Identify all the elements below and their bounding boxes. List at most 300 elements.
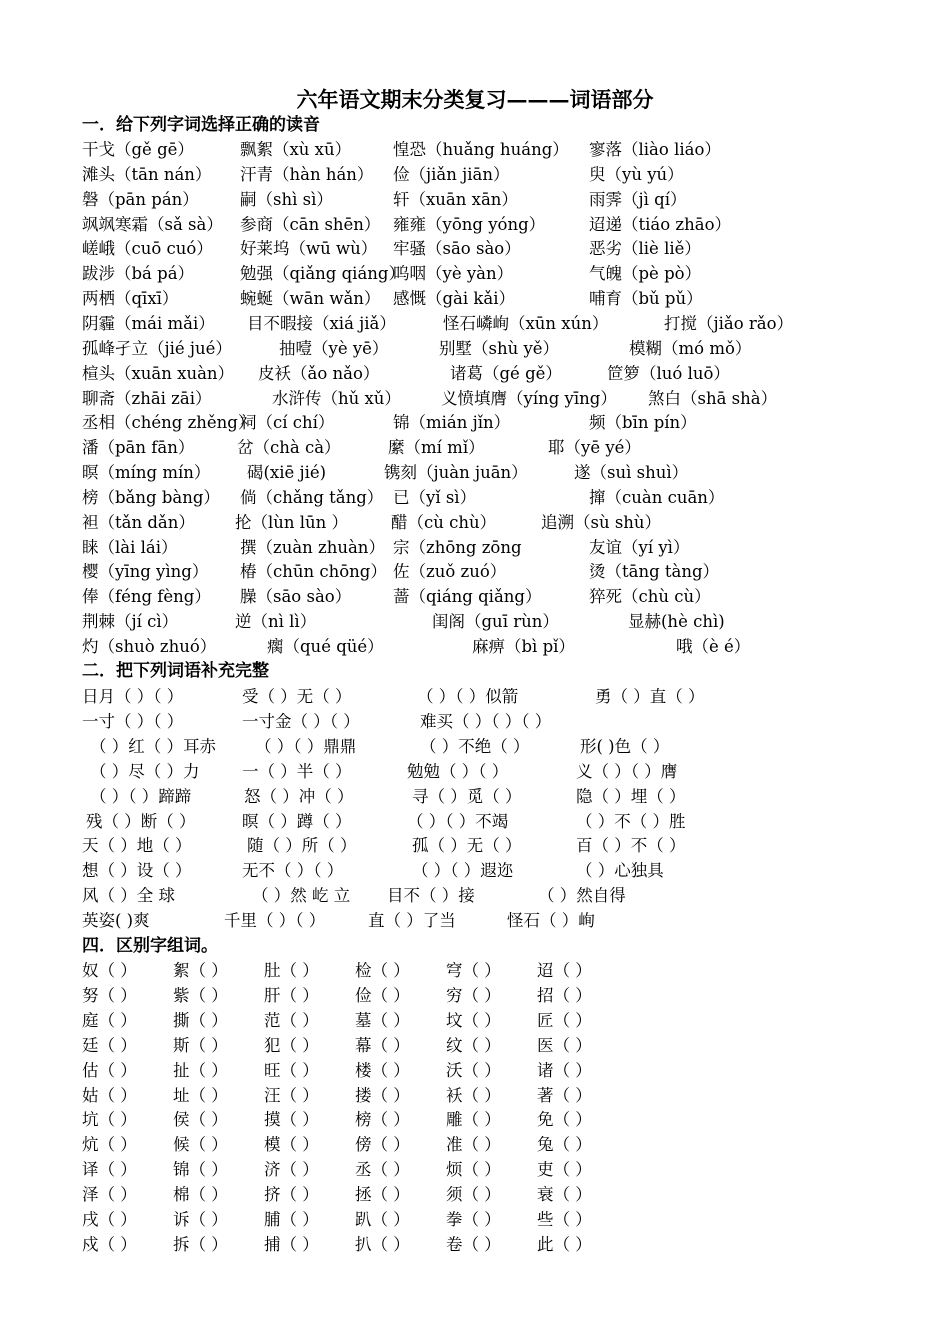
pinyin-row	[82, 460, 922, 485]
character-cell[interactable]	[355, 1232, 410, 1257]
word-blank[interactable]: （ ）	[280, 961, 319, 980]
pinyin-item: 遂（suì shuì）	[574, 463, 689, 483]
idiom-blank[interactable]: 怪石（ ）峋	[507, 911, 595, 931]
pinyin-item: 撺（cuàn cuān）	[589, 487, 725, 507]
word-blank[interactable]: （ ）	[280, 1185, 319, 1205]
character: 侯	[173, 1110, 190, 1130]
character-cell[interactable]	[446, 1232, 501, 1257]
pinyin-item: 椿（chūn chōng）	[240, 562, 387, 582]
character-cell[interactable]	[355, 1132, 410, 1157]
character-cell[interactable]	[355, 1182, 410, 1207]
character: 汪	[264, 1085, 281, 1105]
character-row	[82, 1232, 642, 1257]
word-blank[interactable]: （ ）	[280, 1010, 319, 1030]
character-cell[interactable]	[446, 1033, 501, 1058]
pinyin-item: 撰（zuàn zhuàn）	[240, 537, 385, 557]
pinyin-item: 镌刻（juàn juān）	[384, 463, 528, 483]
word-blank[interactable]: （ ）	[280, 1085, 319, 1105]
pinyin-item: 友谊（yí yì）	[589, 537, 690, 557]
pinyin-item: 倘（chǎng tǎng）	[240, 487, 384, 507]
word-blank[interactable]: （ ）	[98, 1035, 137, 1055]
pinyin-item: 干戈（gě gē）	[82, 140, 194, 159]
word-blank[interactable]: （ ）	[462, 1110, 501, 1130]
character-cell[interactable]	[537, 1033, 592, 1058]
word-blank[interactable]: （ ）	[98, 1110, 137, 1130]
word-blank[interactable]: （ ）	[553, 985, 592, 1005]
character-cell[interactable]	[446, 1058, 501, 1083]
character-cell[interactable]	[264, 1107, 319, 1132]
idiom-blank[interactable]: 受（ ）无（ ）	[242, 687, 352, 706]
pinyin-item: 跋涉（bá pá）	[82, 264, 195, 284]
idiom-blank[interactable]: 义（ ）（ ）膺	[576, 761, 678, 781]
character: 坑	[82, 1110, 99, 1130]
character-cell[interactable]	[82, 1083, 137, 1108]
idiom-blank[interactable]: （ ）心独具	[576, 861, 664, 881]
word-blank[interactable]: （ ）	[371, 985, 410, 1005]
word-blank[interactable]: （ ）	[98, 1135, 137, 1155]
character: 戍	[82, 1234, 99, 1254]
idiom-blank[interactable]: 无不（ ）（ ）	[242, 861, 344, 881]
character: 医	[537, 1035, 554, 1055]
pinyin-item: 哺育（bǔ pǔ）	[589, 289, 703, 309]
pinyin-item: 好莱坞（wū wù）	[240, 239, 378, 259]
character-cell[interactable]	[355, 1058, 410, 1083]
word-blank[interactable]: （ ）	[553, 1110, 592, 1130]
idiom-blank[interactable]: （ ）然 屹 立	[252, 886, 351, 906]
character-cell[interactable]	[264, 1132, 319, 1157]
character-cell[interactable]	[446, 1107, 501, 1132]
character-cell[interactable]	[355, 1107, 410, 1132]
pinyin-item: 丞相（chéng zhěng）	[82, 413, 255, 433]
character-cell[interactable]	[173, 1182, 228, 1207]
pinyin-item: 灼（shuò zhuó）	[82, 637, 217, 656]
idiom-blank[interactable]: 勉勉（ ）（ ）	[407, 761, 509, 781]
character-cell[interactable]	[355, 958, 410, 983]
character-cell[interactable]	[537, 1107, 592, 1132]
pinyin-row	[82, 510, 922, 535]
pinyin-row	[82, 286, 922, 311]
pinyin-item: 蔷（qiáng qiǎng）	[393, 587, 542, 607]
word-blank[interactable]: （ ）	[371, 1210, 410, 1229]
idiom-blank[interactable]: 目不（ ）接	[387, 886, 475, 906]
fill-in-row	[82, 734, 922, 759]
idiom-blank[interactable]: 英姿( )爽	[82, 911, 150, 931]
character-cell[interactable]	[173, 1107, 228, 1132]
word-blank[interactable]: （ ）	[371, 1060, 410, 1080]
word-blank[interactable]: （ ）	[553, 1234, 592, 1254]
pinyin-item: 参商（cān shēn）	[240, 214, 381, 234]
idiom-blank[interactable]: （ ）（ ）遐迩	[412, 861, 514, 881]
word-blank[interactable]: （ ）	[462, 1010, 501, 1030]
word-blank[interactable]: （ ）	[371, 1035, 410, 1055]
character: 诸	[537, 1060, 554, 1080]
word-blank[interactable]: （ ）	[98, 1185, 137, 1205]
character-cell[interactable]	[537, 1232, 592, 1257]
character: 址	[173, 1085, 190, 1105]
pinyin-item: 磐（pān pán）	[82, 189, 199, 209]
character: 炕	[82, 1135, 99, 1155]
word-blank[interactable]: （ ）	[280, 1160, 319, 1180]
character-row	[82, 1132, 642, 1157]
word-blank[interactable]: （ ）	[280, 985, 319, 1005]
character-cell[interactable]	[82, 1132, 137, 1157]
character-cell[interactable]	[173, 1232, 228, 1257]
pinyin-item: 臾（yù yú）	[589, 164, 684, 184]
character-cell[interactable]	[446, 958, 501, 983]
word-blank[interactable]: （ ）	[462, 1035, 501, 1055]
pinyin-item: 荆棘（jí cì）	[82, 612, 179, 632]
character: 犯	[264, 1035, 281, 1055]
character-cell[interactable]	[173, 958, 228, 983]
pinyin-item: 烫（tāng tàng）	[589, 562, 720, 582]
word-blank[interactable]: （ ）	[98, 1060, 137, 1080]
pinyin-item: 雍雍（yōng yóng）	[393, 214, 546, 234]
pinyin-item: 目不暇接（xiá jiǎ）	[247, 313, 396, 333]
word-blank[interactable]: （ ）	[371, 961, 410, 980]
pinyin-row	[82, 361, 922, 386]
fill-in-row	[82, 784, 922, 809]
character-cell[interactable]	[173, 1157, 228, 1182]
character-row	[82, 1182, 642, 1207]
pinyin-row	[82, 336, 922, 361]
idiom-blank[interactable]: 一寸（ ）（ ）	[82, 711, 184, 731]
character-cell[interactable]	[173, 1008, 228, 1033]
pinyin-item: 别墅（shù yě）	[439, 338, 560, 358]
character: 楼	[355, 1060, 372, 1080]
pinyin-item: 抽噎（yè yē）	[279, 338, 389, 358]
character-cell[interactable]	[264, 1157, 319, 1182]
pinyin-item: 打搅（jiǎo rǎo）	[664, 313, 794, 333]
idiom-blank[interactable]: （ ）（ ）鼎鼎	[255, 736, 357, 756]
character-cell[interactable]	[446, 1157, 501, 1182]
character-cell[interactable]	[446, 983, 501, 1008]
character-cell[interactable]	[537, 1157, 592, 1182]
pinyin-item: 皮袄（ǎo nǎo）	[258, 363, 380, 383]
fill-in-row	[82, 858, 922, 883]
word-blank[interactable]: （ ）	[280, 1060, 319, 1080]
character-cell[interactable]	[264, 1207, 319, 1232]
character: 摸	[264, 1110, 281, 1130]
word-blank[interactable]: （ ）	[462, 1135, 501, 1155]
character: 吏	[537, 1160, 554, 1180]
character: 衰	[537, 1185, 554, 1205]
word-blank[interactable]: （ ）	[98, 1234, 137, 1254]
pinyin-item: 滩头（tān nán）	[82, 164, 212, 184]
character-cell[interactable]	[173, 983, 228, 1008]
character-cell[interactable]	[537, 1083, 592, 1108]
character-cell[interactable]	[355, 1083, 410, 1108]
character-cell[interactable]	[264, 1033, 319, 1058]
character-row	[82, 1107, 642, 1132]
pinyin-item: 寥落（liào liáo）	[589, 140, 721, 159]
character: 估	[82, 1060, 99, 1080]
character-cell[interactable]	[82, 1033, 137, 1058]
word-blank[interactable]: （ ）	[553, 961, 592, 980]
idiom-blank[interactable]: （ ）红（ ）耳赤	[90, 736, 216, 756]
word-blank[interactable]: （ ）	[280, 1135, 319, 1155]
character: 坟	[446, 1010, 463, 1030]
character-cell[interactable]	[173, 1033, 228, 1058]
character-row	[82, 1207, 642, 1232]
word-blank[interactable]: （ ）	[189, 1060, 228, 1080]
character: 诉	[173, 1210, 190, 1229]
word-blank[interactable]: （ ）	[189, 1160, 228, 1180]
word-blank[interactable]: （ ）	[553, 1010, 592, 1030]
word-blank[interactable]: （ ）	[189, 1085, 228, 1105]
pinyin-item: 笸箩（luó luō）	[607, 363, 730, 383]
word-blank[interactable]: （ ）	[371, 1185, 410, 1205]
word-blank[interactable]: （ ）	[189, 1035, 228, 1055]
idiom-blank[interactable]: 残（ ）断（ ）	[86, 811, 196, 831]
character-cell[interactable]	[537, 958, 592, 983]
idiom-blank[interactable]: 百（ ）不（ ）	[576, 836, 686, 856]
character-cell[interactable]	[264, 1008, 319, 1033]
character-cell[interactable]	[264, 958, 319, 983]
character-cell[interactable]	[173, 1207, 228, 1232]
idiom-blank[interactable]: 天（ ）地（ ）	[82, 836, 192, 856]
idiom-blank[interactable]: 直（ ）了当	[368, 911, 456, 931]
character: 沃	[446, 1060, 463, 1080]
character-cell[interactable]	[446, 1132, 501, 1157]
pinyin-item: 猝死（chù cù）	[589, 587, 711, 607]
idiom-blank[interactable]: 形( )色（ ）	[580, 736, 670, 756]
idiom-blank[interactable]: （ ）不（ ）胜	[576, 811, 686, 831]
character: 须	[446, 1185, 463, 1205]
character-cell[interactable]	[355, 983, 410, 1008]
pinyin-item: 俸（féng fèng）	[82, 587, 211, 607]
word-blank[interactable]: （ ）	[553, 1185, 592, 1205]
character: 模	[264, 1135, 281, 1155]
idiom-blank[interactable]: 想（ ）设（ ）	[82, 861, 192, 881]
idiom-blank[interactable]: 怒（ ）冲（ ）	[244, 786, 354, 806]
word-blank[interactable]: （ ）	[280, 1110, 319, 1130]
character-cell[interactable]	[82, 1157, 137, 1182]
character: 兔	[537, 1135, 554, 1155]
character: 免	[537, 1110, 554, 1130]
word-blank[interactable]: （ ）	[553, 1085, 592, 1105]
word-blank[interactable]: （ ）	[371, 1135, 410, 1155]
character: 撕	[173, 1010, 190, 1030]
word-blank[interactable]: （ ）	[371, 1110, 410, 1130]
pinyin-item: 逆（nì lì）	[235, 612, 317, 632]
word-blank[interactable]: （ ）	[98, 961, 137, 980]
word-blank[interactable]: （ ）	[462, 1210, 501, 1229]
word-blank[interactable]: （ ）	[189, 1210, 228, 1229]
pinyin-item: 蜿蜒（wān wǎn）	[240, 289, 381, 309]
character: 肚	[264, 961, 281, 980]
word-blank[interactable]: （ ）	[462, 985, 501, 1005]
word-blank[interactable]: （ ）	[189, 1110, 228, 1130]
word-blank[interactable]: （ ）	[280, 1035, 319, 1055]
character-cell[interactable]	[355, 1157, 410, 1182]
character-row	[82, 1008, 642, 1033]
character-cell[interactable]	[537, 983, 592, 1008]
character-row	[82, 1058, 642, 1083]
pinyin-item: 耶（yē yé）	[548, 438, 641, 458]
character-cell[interactable]	[173, 1083, 228, 1108]
character-cell[interactable]	[355, 1033, 410, 1058]
pinyin-item: 水浒传（hǔ xǔ）	[272, 388, 401, 408]
idiom-blank[interactable]: （ ）（ ）似箭	[417, 687, 519, 706]
character: 检	[355, 961, 372, 980]
idiom-blank[interactable]: （ ）然自得	[538, 886, 626, 906]
character-cell[interactable]	[355, 1207, 410, 1232]
word-blank[interactable]: （ ）	[371, 1085, 410, 1105]
word-blank[interactable]: （ ）	[189, 1135, 228, 1155]
pinyin-item: 追溯（sù shù）	[541, 512, 662, 532]
idiom-blank[interactable]: 孤（ ）无（ ）	[412, 836, 522, 856]
character-cell[interactable]	[446, 1083, 501, 1108]
pinyin-row	[82, 609, 922, 634]
character-cell[interactable]	[82, 1182, 137, 1207]
idiom-blank[interactable]: （ ）（ ）蹄蹄	[90, 786, 192, 806]
idiom-blank[interactable]: （ ）尽（ ）力	[90, 761, 200, 781]
character-cell[interactable]	[264, 1083, 319, 1108]
word-blank[interactable]: （ ）	[462, 961, 501, 980]
character: 纹	[446, 1035, 463, 1055]
character: 些	[537, 1210, 554, 1229]
pinyin-item: 诸葛（gé gě）	[450, 363, 562, 383]
character: 拯	[355, 1185, 372, 1205]
pinyin-row	[82, 212, 922, 237]
character-cell[interactable]	[82, 1207, 137, 1232]
character-cell[interactable]	[537, 1008, 592, 1033]
character: 烦	[446, 1160, 463, 1180]
word-blank[interactable]: （ ）	[371, 1010, 410, 1030]
pinyin-item: 碣(xiē jié)	[247, 463, 327, 483]
word-blank[interactable]: （ ）	[553, 1060, 592, 1080]
pinyin-item: 迢递（tiáo zhāo）	[589, 214, 732, 234]
word-blank[interactable]: （ ）	[371, 1234, 410, 1254]
pinyin-item: 怪石嶙峋（xūn xún）	[443, 313, 609, 333]
character: 絮	[173, 961, 190, 980]
character: 范	[264, 1010, 281, 1030]
character: 脯	[264, 1210, 281, 1229]
idiom-blank[interactable]: 一寸金（ ）（ ）	[242, 711, 360, 731]
word-blank[interactable]: （ ）	[98, 1210, 137, 1229]
word-blank[interactable]: （ ）	[553, 1210, 592, 1229]
character: 济	[264, 1160, 281, 1180]
word-blank[interactable]: （ ）	[189, 961, 228, 980]
pinyin-row	[82, 187, 922, 212]
word-blank[interactable]: （ ）	[189, 1234, 228, 1254]
character: 庭	[82, 1010, 99, 1030]
word-blank[interactable]: （ ）	[371, 1160, 410, 1180]
pinyin-row	[82, 137, 922, 162]
word-blank[interactable]: （ ）	[462, 1085, 501, 1105]
idiom-blank[interactable]: （ ）不绝（ ）	[420, 736, 530, 756]
word-blank[interactable]: （ ）	[462, 1160, 501, 1180]
idiom-blank[interactable]: 一（ ）半（ ）	[242, 761, 352, 781]
pinyin-item: 榜（bǎng bàng）	[82, 487, 220, 507]
character: 紫	[173, 985, 190, 1005]
pinyin-item: 祠（cí chí）	[240, 413, 335, 433]
word-blank[interactable]: （ ）	[462, 1185, 501, 1205]
fill-in-row	[82, 809, 922, 834]
character: 姑	[82, 1085, 99, 1105]
character-cell[interactable]	[82, 1232, 137, 1257]
character-cell[interactable]	[264, 1182, 319, 1207]
character: 扯	[173, 1060, 190, 1080]
character-cell[interactable]	[537, 1058, 592, 1083]
character: 袄	[446, 1085, 463, 1105]
character-cell[interactable]	[446, 1207, 501, 1232]
word-blank[interactable]: （ ）	[98, 1160, 137, 1180]
pinyin-item: 频（bīn pín）	[589, 413, 697, 433]
idiom-blank[interactable]: 暝（ ）蹲（ ）	[242, 811, 352, 831]
word-blank[interactable]: （ ）	[280, 1210, 319, 1229]
pinyin-row	[82, 634, 922, 659]
pinyin-row	[82, 311, 922, 336]
character: 匠	[537, 1010, 554, 1030]
pinyin-item: 睐（lài lái）	[82, 537, 178, 557]
character-cell[interactable]	[82, 1058, 137, 1083]
character: 廷	[82, 1035, 99, 1055]
word-blank[interactable]: （ ）	[98, 1010, 137, 1030]
character-row	[82, 1157, 642, 1182]
character-cell[interactable]	[264, 1232, 319, 1257]
character-cell[interactable]	[355, 1008, 410, 1033]
character: 雕	[446, 1110, 463, 1130]
word-blank[interactable]: （ ）	[553, 1035, 592, 1055]
character-cell[interactable]	[173, 1132, 228, 1157]
word-blank[interactable]: （ ）	[553, 1160, 592, 1180]
character-cell[interactable]	[173, 1058, 228, 1083]
pinyin-item: 楦头（xuān xuàn）	[82, 363, 235, 383]
pinyin-item: 醋（cù chù）	[391, 512, 497, 532]
word-blank[interactable]: （ ）	[553, 1135, 592, 1155]
idiom-blank[interactable]: 隐（ ）埋（ ）	[576, 786, 686, 806]
character-cell[interactable]	[264, 983, 319, 1008]
idiom-blank[interactable]: 寻（ ）觅（ ）	[412, 786, 522, 806]
pinyin-item: 俭（jiǎn jiān）	[393, 164, 510, 184]
character-cell[interactable]	[446, 1008, 501, 1033]
word-blank[interactable]: （ ）	[98, 1085, 137, 1105]
idiom-blank[interactable]: 日月（ ）（ ）	[82, 687, 184, 706]
pinyin-row	[82, 435, 922, 460]
character-cell[interactable]	[82, 958, 137, 983]
character-cell[interactable]	[537, 1132, 592, 1157]
pinyin-item: 佐（zuǒ zuó）	[393, 562, 507, 582]
character: 招	[537, 985, 554, 1005]
word-blank[interactable]: （ ）	[280, 1234, 319, 1254]
character: 扒	[355, 1234, 372, 1254]
idiom-blank[interactable]: 随（ ）所（ ）	[247, 836, 357, 856]
character-cell[interactable]	[82, 983, 137, 1008]
word-blank[interactable]: （ ）	[189, 1010, 228, 1030]
word-blank[interactable]: （ ）	[189, 1185, 228, 1205]
pinyin-item: 臊（sāo sào）	[240, 587, 352, 607]
fill-in-row	[82, 709, 922, 734]
character-cell[interactable]	[537, 1207, 592, 1232]
word-blank[interactable]: （ ）	[189, 985, 228, 1005]
character-cell[interactable]	[264, 1058, 319, 1083]
character: 努	[82, 985, 99, 1005]
word-blank[interactable]: （ ）	[462, 1234, 501, 1254]
idiom-blank[interactable]: （ ）（ ）不竭	[407, 811, 509, 831]
character: 肝	[264, 985, 281, 1005]
character-cell[interactable]	[537, 1182, 592, 1207]
idiom-blank[interactable]: 风（ ）全 球	[82, 886, 175, 906]
character-cell[interactable]	[82, 1107, 137, 1132]
idiom-blank[interactable]: 千里（ ）（ ）	[224, 911, 326, 931]
idiom-blank[interactable]: 难买（ ）（ ）（ ）	[420, 711, 552, 731]
character-cell[interactable]	[82, 1008, 137, 1033]
word-blank[interactable]: （ ）	[98, 985, 137, 1005]
idiom-blank[interactable]: 勇（ ）直（ ）	[595, 687, 705, 706]
character-cell[interactable]	[446, 1182, 501, 1207]
word-blank[interactable]: （ ）	[462, 1060, 501, 1080]
